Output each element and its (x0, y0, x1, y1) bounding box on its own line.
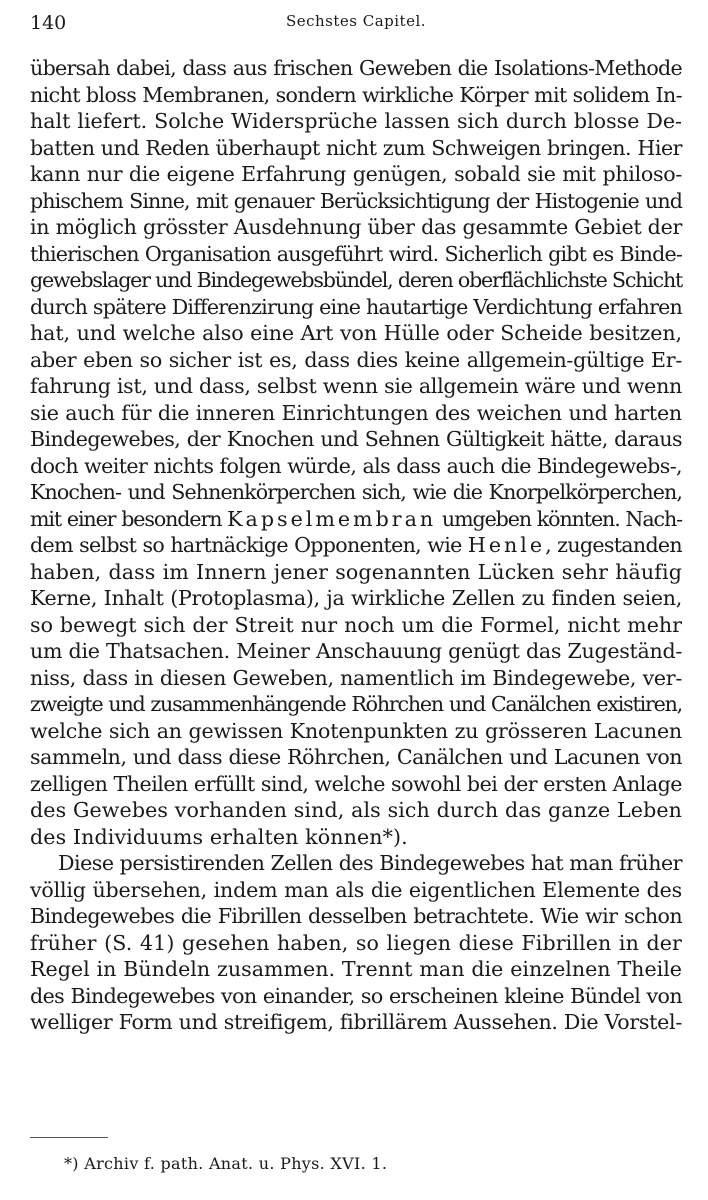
text-line: so bewegt sich der Streit nur noch um die Formel, nicht mehr (30, 612, 682, 637)
text-line: haben, dass im Innern jener sogenannten Lücken sehr häufig (30, 559, 682, 584)
text-line: kann nur die eigene Erfahrung genügen, sobald sie mit philoso- (30, 162, 682, 186)
text-line: Regel in Bündeln zusammen. Trennt man die einzelnen Theile (30, 957, 682, 981)
text-line: sammeln, und dass diese Röhrchen, Canälchen und Lacunen von (30, 745, 682, 769)
text-line: thierischen Organisation ausgeführt wird. Sicherlich gibt es Binde- (30, 241, 682, 266)
text-line: früher (S. 41) gesehen haben, so liegen diese Fibrillen in der (30, 930, 682, 955)
text-line: des Bindegewebes von einander, so erscheinen kleine Bündel von (30, 983, 682, 1008)
text-line: gewebslager und Bindegewebsbündel, deren oberflächlichste Schicht (30, 268, 683, 292)
text-line: in möglich grösster Ausdehnung über das gesammte Gebiet der (30, 215, 682, 239)
body-text (30, 55, 682, 1036)
page-header (30, 8, 682, 36)
running-head: Sechstes Capitel. (285, 12, 427, 30)
text-line: welche sich an gewissen Knotenpunkten zu grösseren Lacunen (30, 718, 682, 743)
page-number: 140 (30, 12, 67, 34)
text-line: völlig übersehen, indem man als die eigentlichen Elemente des (30, 877, 682, 902)
text-line (30, 532, 682, 559)
text-segment: , zugestanden (545, 533, 682, 557)
text-line: Diese persistirenden Zellen des Bindegewebes hat man früher (58, 851, 682, 875)
emphasized-name: Henle (467, 533, 546, 557)
text-line: aber eben so sicher ist es, dass dies keine allgemein-gültige Er- (30, 347, 682, 372)
text-line (30, 506, 682, 533)
text-segment: dem selbst so hartnäckige Opponenten, wie (30, 533, 468, 557)
text-line: des Individuums erhalten können*). (30, 824, 408, 849)
text-line: Kerne, Inhalt (Protoplasma), ja wirkliche Zellen zu finden seien, (30, 586, 682, 610)
text-line: durch spätere Differenzirung eine hautartige Verdichtung erfahren (30, 294, 682, 319)
text-line: Bindegewebes die Fibrillen desselben betrachtete. Wie wir schon (30, 904, 682, 928)
text-line: zelligen Theilen erfüllt sind, welche sowohl bei der ersten Anlage (30, 771, 682, 796)
text-line: Bindegewebes, der Knochen und Sehnen Gültigkeit hätte, daraus (30, 427, 682, 451)
text-line: Knochen- und Sehnenkörperchen sich, wie die Knorpelkörperchen, (30, 480, 682, 504)
text-line: batten und Reden überhaupt nicht zum Schweigen bringen. Hier (30, 135, 682, 160)
text-line: übersah dabei, dass aus frischen Geweben die Isolations-Methode (30, 56, 682, 80)
text-line: um die Thatsachen. Meiner Anschauung genügt das Zugeständ- (30, 639, 682, 663)
footnote-divider (30, 1137, 108, 1138)
text-line: phischem Sinne, mit genauer Berücksichtigung der Histogenie und (30, 188, 682, 213)
emphasized-term: Kapselmembran (227, 506, 437, 531)
text-line: niss, dass in diesen Geweben, namentlich im Bindegewebe, ver- (30, 665, 682, 690)
text-line: nicht bloss Membranen, sondern wirkliche Körper mit solidem In- (30, 82, 682, 107)
text-line: fahrung ist, und dass, selbst wenn sie allgemein wäre und wenn (30, 374, 682, 398)
footnote: *) Archiv f. path. Anat. u. Phys. XVI. 1. (64, 1154, 388, 1173)
text-line: sie auch für die inneren Einrichtungen des weichen und harten (30, 400, 682, 425)
text-line: zweigte und zusammenhängende Röhrchen und Canälchen existiren, (30, 692, 682, 716)
text-line: welliger Form und streifigem, fibrillärem Aussehen. Die Vorstel- (30, 1010, 682, 1034)
text-segment: umgeben könnten. Nach- (436, 506, 682, 531)
text-segment: mit einer besondern (30, 506, 228, 531)
text-line: halt liefert. Solche Widersprüche lassen sich durch blosse De- (30, 109, 682, 133)
text-line: doch weiter nichts folgen würde, als dass auch die Bindegewebs-, (30, 453, 682, 478)
text-line: des Gewebes vorhanden sind, als sich durch das ganze Leben (30, 798, 682, 822)
text-line: hat, und welche also eine Art von Hülle oder Scheide besitzen, (30, 321, 682, 345)
